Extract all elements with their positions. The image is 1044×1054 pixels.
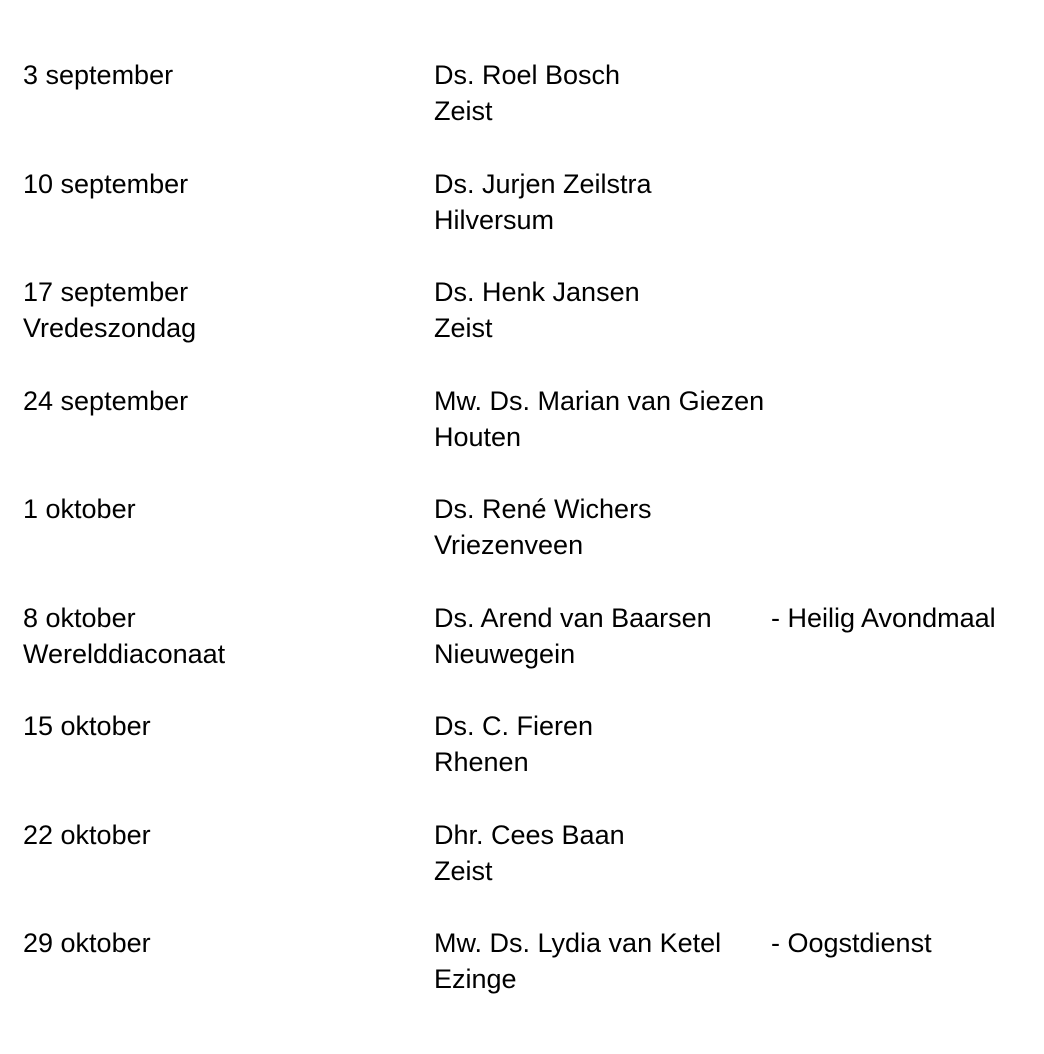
preacher-name: Mw. Ds. Marian van Giezen <box>434 385 765 416</box>
preacher-name: Mw. Ds. Lydia van Ketel <box>434 928 722 958</box>
schedule-entry <box>23 274 1033 383</box>
service-date: 17 september <box>23 277 189 307</box>
schedule-entry <box>23 925 1033 1034</box>
preacher-name: Dhr. Cees Baan <box>434 819 625 850</box>
preacher-column <box>434 166 1034 238</box>
service-schedule <box>23 57 1033 1034</box>
preacher-place: Zeist <box>434 855 493 886</box>
preacher-name: Ds. Roel Bosch <box>434 60 621 90</box>
preacher-column <box>434 383 1034 455</box>
service-occasion: Werelddiaconaat <box>23 638 226 669</box>
preacher-column <box>434 274 1034 346</box>
preacher-place: Vriezenveen <box>434 530 584 560</box>
date-column <box>23 57 423 93</box>
service-date: 1 oktober <box>23 494 136 524</box>
date-column <box>23 708 423 744</box>
preacher-column <box>434 491 1034 563</box>
preacher-name: Ds. C. Fieren <box>434 711 594 741</box>
service-date: 15 oktober <box>23 711 151 741</box>
schedule-entry <box>23 166 1033 275</box>
schedule-entry <box>23 817 1033 926</box>
service-note: - Heilig Avondmaal <box>771 602 996 633</box>
preacher-place: Zeist <box>434 96 493 126</box>
preacher-name: Ds. Arend van Baarsen <box>434 602 712 633</box>
preacher-place: Ezinge <box>434 964 517 994</box>
preacher-column <box>434 817 1034 889</box>
preacher-place: Houten <box>434 421 522 452</box>
preacher-place: Zeist <box>434 313 493 343</box>
schedule-entry <box>23 57 1033 166</box>
service-date: 22 oktober <box>23 819 151 850</box>
service-note: - Oogstdienst <box>771 928 932 958</box>
preacher-column <box>434 600 1034 672</box>
date-column <box>23 925 423 961</box>
service-date: 10 september <box>23 168 189 199</box>
schedule-entry <box>23 708 1033 817</box>
preacher-name: Ds. René Wichers <box>434 494 652 524</box>
service-date: 3 september <box>23 60 174 90</box>
preacher-column <box>434 708 1034 780</box>
preacher-place: Rhenen <box>434 747 529 777</box>
preacher-column <box>434 925 1034 997</box>
schedule-entry <box>23 600 1033 709</box>
service-date: 8 oktober <box>23 602 136 633</box>
preacher-name: Ds. Jurjen Zeilstra <box>434 168 652 199</box>
preacher-name: Ds. Henk Jansen <box>434 277 640 307</box>
date-column <box>23 817 423 853</box>
schedule-entry <box>23 491 1033 600</box>
preacher-column <box>434 57 1034 129</box>
date-column <box>23 383 423 419</box>
date-column <box>23 491 423 527</box>
date-column <box>23 600 423 672</box>
service-date: 24 september <box>23 385 189 416</box>
date-column <box>23 166 423 202</box>
service-occasion: Vredeszondag <box>23 313 197 343</box>
preacher-place: Nieuwegein <box>434 638 576 669</box>
preacher-place: Hilversum <box>434 204 555 235</box>
date-column <box>23 274 423 346</box>
schedule-entry <box>23 383 1033 492</box>
service-date: 29 oktober <box>23 928 151 958</box>
